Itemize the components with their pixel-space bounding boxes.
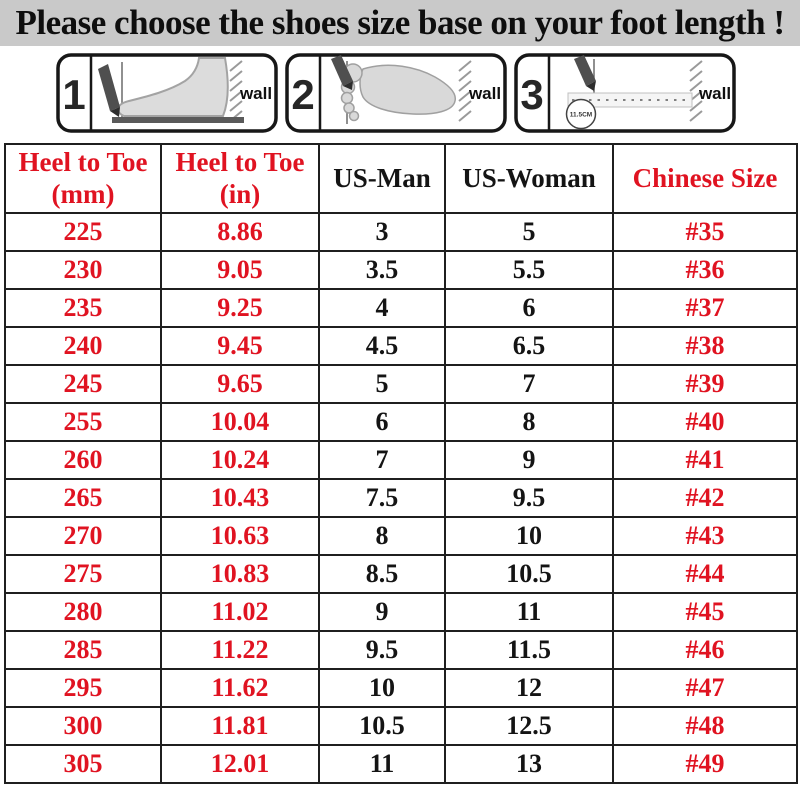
cell-chinese-size: #47 (613, 669, 797, 707)
cell-us-woman: 5 (445, 213, 613, 251)
cell-heel-in: 9.05 (161, 251, 319, 289)
cell-us-man: 6 (319, 403, 445, 441)
table-row (5, 707, 797, 745)
cell-heel-mm: 270 (5, 517, 161, 555)
cell-us-man: 11 (319, 745, 445, 783)
cell-chinese-size: #49 (613, 745, 797, 783)
cell-us-man: 10 (319, 669, 445, 707)
cell-heel-in: 8.86 (161, 213, 319, 251)
cell-heel-mm: 280 (5, 593, 161, 631)
cell-heel-mm: 300 (5, 707, 161, 745)
header-heel-to-toe-mm: Heel to Toe (mm) (5, 144, 161, 213)
ruler-measure-icon (514, 53, 736, 133)
table-row (5, 593, 797, 631)
cell-chinese-size: #43 (613, 517, 797, 555)
cell-us-woman: 6 (445, 289, 613, 327)
wall-label: wall (468, 84, 502, 103)
table-row (5, 517, 797, 555)
cell-us-man: 8 (319, 517, 445, 555)
cell-chinese-size: #38 (613, 327, 797, 365)
cell-heel-in: 11.62 (161, 669, 319, 707)
wall-label: wall (239, 84, 273, 103)
cell-us-woman: 11.5 (445, 631, 613, 669)
cell-heel-in: 10.24 (161, 441, 319, 479)
cell-us-woman: 7 (445, 365, 613, 403)
table-row (5, 213, 797, 251)
table-row (5, 289, 797, 327)
cell-us-man: 8.5 (319, 555, 445, 593)
cell-us-woman: 6.5 (445, 327, 613, 365)
cell-chinese-size: #35 (613, 213, 797, 251)
cell-us-woman: 8 (445, 403, 613, 441)
header-heel-to-toe-in: Heel to Toe (in) (161, 144, 319, 213)
page-title (0, 0, 800, 46)
cell-chinese-size: #40 (613, 403, 797, 441)
cell-us-man: 7.5 (319, 479, 445, 517)
instruction-panel-3 (514, 53, 736, 133)
cell-heel-mm: 240 (5, 327, 161, 365)
table-row (5, 669, 797, 707)
cell-heel-in: 10.83 (161, 555, 319, 593)
cell-heel-in: 10.63 (161, 517, 319, 555)
cell-heel-in: 9.65 (161, 365, 319, 403)
cell-heel-mm: 235 (5, 289, 161, 327)
table-row (5, 365, 797, 403)
cell-heel-mm: 265 (5, 479, 161, 517)
cell-chinese-size: #42 (613, 479, 797, 517)
foot-side-measure-icon (56, 53, 278, 133)
cell-us-man: 10.5 (319, 707, 445, 745)
cell-us-man: 9.5 (319, 631, 445, 669)
table-row (5, 745, 797, 783)
cell-us-woman: 10.5 (445, 555, 613, 593)
foot-top-measure-icon (285, 53, 507, 133)
header-chinese-size: Chinese Size (613, 144, 797, 213)
cell-heel-mm: 245 (5, 365, 161, 403)
cell-chinese-size: #37 (613, 289, 797, 327)
cell-us-woman: 12.5 (445, 707, 613, 745)
step-number: 2 (291, 71, 315, 118)
cell-us-man: 3 (319, 213, 445, 251)
cell-chinese-size: #39 (613, 365, 797, 403)
cell-us-woman: 10 (445, 517, 613, 555)
page-title-text: Please choose the shoes size base on your foot length ! (15, 3, 785, 42)
cell-chinese-size: #46 (613, 631, 797, 669)
cell-heel-in: 9.25 (161, 289, 319, 327)
cell-chinese-size: #36 (613, 251, 797, 289)
cell-heel-mm: 305 (5, 745, 161, 783)
floor-ruler-icon (112, 117, 244, 123)
cell-us-woman: 5.5 (445, 251, 613, 289)
cell-chinese-size: #48 (613, 707, 797, 745)
cell-us-woman: 12 (445, 669, 613, 707)
cell-heel-in: 10.04 (161, 403, 319, 441)
table-header-row (5, 144, 797, 213)
cell-heel-in: 12.01 (161, 745, 319, 783)
header-us-woman: US-Woman (445, 144, 613, 213)
cell-heel-in: 11.81 (161, 707, 319, 745)
cell-us-woman: 9.5 (445, 479, 613, 517)
cell-heel-in: 11.02 (161, 593, 319, 631)
cell-heel-in: 9.45 (161, 327, 319, 365)
cell-us-man: 3.5 (319, 251, 445, 289)
cell-heel-in: 10.43 (161, 479, 319, 517)
size-chart-table (4, 143, 798, 784)
step-number: 3 (520, 71, 544, 118)
cell-us-man: 4 (319, 289, 445, 327)
cell-us-woman: 13 (445, 745, 613, 783)
cell-us-man: 9 (319, 593, 445, 631)
cell-heel-mm: 275 (5, 555, 161, 593)
header-us-man: US-Man (319, 144, 445, 213)
measurement-value: 11.5CM (569, 111, 593, 119)
cell-us-man: 5 (319, 365, 445, 403)
table-row (5, 251, 797, 289)
measurement-callout (567, 100, 596, 129)
step-number: 1 (62, 71, 86, 118)
instruction-panel-2 (285, 53, 507, 133)
table-row (5, 327, 797, 365)
table-row (5, 555, 797, 593)
measurement-instructions (56, 53, 744, 133)
cell-us-woman: 9 (445, 441, 613, 479)
table-row (5, 441, 797, 479)
cell-heel-mm: 295 (5, 669, 161, 707)
cell-us-man: 4.5 (319, 327, 445, 365)
cell-heel-in: 11.22 (161, 631, 319, 669)
cell-chinese-size: #45 (613, 593, 797, 631)
cell-heel-mm: 230 (5, 251, 161, 289)
table-row (5, 631, 797, 669)
cell-us-man: 7 (319, 441, 445, 479)
cell-us-woman: 11 (445, 593, 613, 631)
wall-label: wall (698, 84, 732, 103)
cell-heel-mm: 255 (5, 403, 161, 441)
cell-heel-mm: 225 (5, 213, 161, 251)
cell-heel-mm: 260 (5, 441, 161, 479)
table-row (5, 479, 797, 517)
cell-heel-mm: 285 (5, 631, 161, 669)
cell-chinese-size: #41 (613, 441, 797, 479)
table-row (5, 403, 797, 441)
cell-chinese-size: #44 (613, 555, 797, 593)
instruction-panel-1 (56, 53, 278, 133)
